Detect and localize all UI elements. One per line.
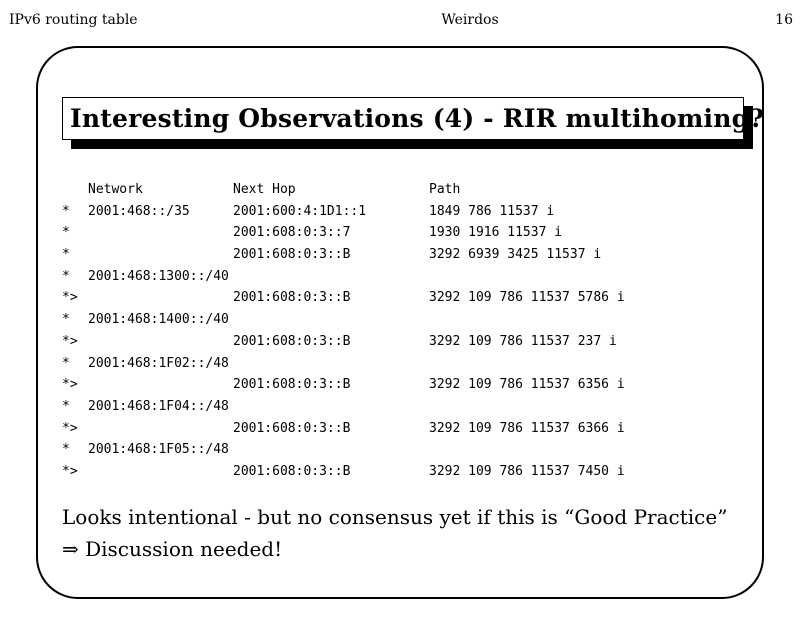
route-status: * — [62, 312, 70, 328]
route-network: 2001:468:1F04::/48 — [88, 398, 229, 414]
column-header-network: Network — [88, 182, 143, 197]
route-path: 1930 1916 11537 i — [429, 225, 563, 241]
route-status: * — [62, 225, 70, 241]
table-row — [62, 247, 602, 269]
route-status: *> — [62, 420, 78, 436]
slide-title-box — [62, 97, 765, 140]
table-row — [62, 355, 229, 378]
route-status: * — [62, 268, 70, 284]
route-next-hop: 2001:608:0:3::7 — [233, 225, 351, 241]
route-status: * — [62, 203, 70, 219]
route-path: 1849 786 11537 i — [429, 203, 555, 219]
route-network: 2001:468:1300::/40 — [88, 268, 229, 284]
route-status: * — [62, 442, 70, 458]
route-network: 2001:468::/35 — [88, 203, 190, 219]
table-row — [62, 398, 229, 421]
table-header-row — [62, 182, 461, 204]
table-row — [62, 203, 555, 226]
route-path: 3292 6939 3425 11537 i — [429, 247, 602, 263]
column-header-path: Path — [429, 182, 461, 197]
table-row — [62, 463, 625, 486]
observation-note: Looks intentional - but no consensus yet if this is “Good Practice” — [62, 505, 728, 529]
table-row — [62, 333, 617, 356]
route-path: 3292 109 786 11537 5786 i — [429, 290, 625, 306]
column-header-next-hop: Next Hop — [233, 182, 296, 197]
route-status: *> — [62, 333, 78, 349]
table-row — [62, 420, 625, 443]
route-next-hop: 2001:608:0:3::B — [233, 377, 351, 393]
route-next-hop: 2001:608:0:3::B — [233, 333, 351, 349]
route-next-hop: 2001:608:0:3::B — [233, 420, 351, 436]
table-row — [62, 290, 625, 312]
route-network: 2001:468:1F02::/48 — [88, 355, 229, 371]
header-section-title: IPv6 routing table — [9, 12, 138, 28]
route-network: 2001:468:1F05::/48 — [88, 442, 229, 458]
table-body — [62, 203, 625, 486]
route-path: 3292 109 786 11537 6366 i — [429, 420, 625, 436]
page-number: 16 — [775, 12, 793, 28]
route-path: 3292 109 786 11537 237 i — [429, 333, 617, 349]
route-status: *> — [62, 290, 78, 306]
table-row — [62, 377, 625, 399]
route-next-hop: 2001:600:4:1D1::1 — [233, 203, 367, 219]
route-path: 3292 109 786 11537 6356 i — [429, 377, 625, 393]
routing-table — [62, 182, 625, 486]
route-next-hop: 2001:608:0:3::B — [233, 247, 351, 263]
route-next-hop: 2001:608:0:3::B — [233, 463, 351, 479]
conclusion-note: ⇒ Discussion needed! — [62, 537, 283, 561]
route-path: 3292 109 786 11537 7450 i — [429, 463, 625, 479]
slide-title: Interesting Observations (4) - RIR multihoming? — [62, 97, 744, 140]
header-subsection: Weirdos — [441, 12, 499, 28]
table-row — [62, 442, 229, 464]
route-status: *> — [62, 377, 78, 393]
route-status: * — [62, 355, 70, 371]
route-status: * — [62, 398, 70, 414]
route-next-hop: 2001:608:0:3::B — [233, 290, 351, 306]
table-row — [62, 312, 229, 334]
table-row — [62, 268, 229, 291]
route-status: *> — [62, 463, 78, 479]
route-status: * — [62, 247, 70, 263]
route-network: 2001:468:1400::/40 — [88, 312, 229, 328]
table-row — [62, 225, 563, 247]
